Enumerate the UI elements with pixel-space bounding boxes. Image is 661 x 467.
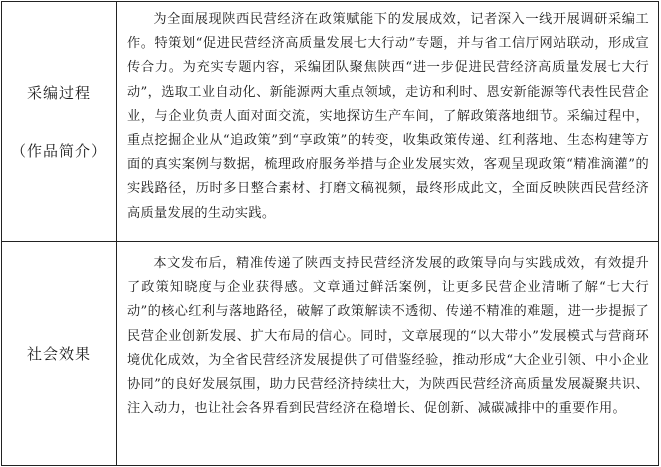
label-cell-process	[2, 2, 117, 242]
form-table	[1, 1, 659, 466]
content-cell-process	[117, 2, 659, 242]
content-cell-effect	[117, 242, 659, 466]
label-cell-effect	[2, 242, 117, 466]
process-description: 为全面展现陕西民营经济在政策赋能下的发展成效，记者深入一线开展调研采编工作。特策划“促进民营经济高质量发展七大行动”专题，并与省工信厅网站联动，形成宣传合力。为充实专题内容，采编团队聚焦陕西“进一步促进民营经济高质量发展七大行动”，选取工业自动化、新能源两大重点领域，走访和利时、恩安新能源等代表性民营企业，与企业负责人面对面交流，实地探访生产车间，了解政策落地细节。采编过程中，重点挖掘企业从“追政策”到“享政策”的转变，收集政策传递、红利落地、生态构建等方面的真实案例与数据，梳理政府服务举措与企业发展实效，客观呈现政策“精准滴灌”的实践路径，历时多日整合素材、打磨文稿视频，最终形成此文，全面反映陕西民营经济高质量发展的生动实践。	[127, 12, 649, 221]
row-label-title: 采编过程	[26, 83, 91, 102]
row-label-subtitle: （作品简介）	[10, 141, 107, 160]
table-row-process	[2, 2, 659, 242]
row-label-title: 社会效果	[26, 344, 91, 363]
label-spacer	[2, 103, 116, 141]
table-row-effect	[2, 242, 659, 466]
effect-description: 本文发布后，精准传递了陕西支持民营经济发展的政策导向与实践成效，有效提升了政策知晓度与企业获得感。文章通过鲜活案例，让更多民营企业清晰了解“七大行动”的核心红利与落地路径，破解了政策解读不透彻、传递不精准的难题，进一步提振了民营企业创新发展、扩大布局的信心。同时，文章展现的“以大带小”发展模式与营商环境优化成效，为全省民营经济发展提供了可借鉴经验，推动形成“大企业引领、中小企业协同”的良好发展氛围，助力民营经济持续壮大，为陕西民营经济高质量发展凝聚共识、注入动力，也让社会各界看到民营经济在稳增长、促创新、减碳减排中的重要作用。	[127, 256, 649, 417]
